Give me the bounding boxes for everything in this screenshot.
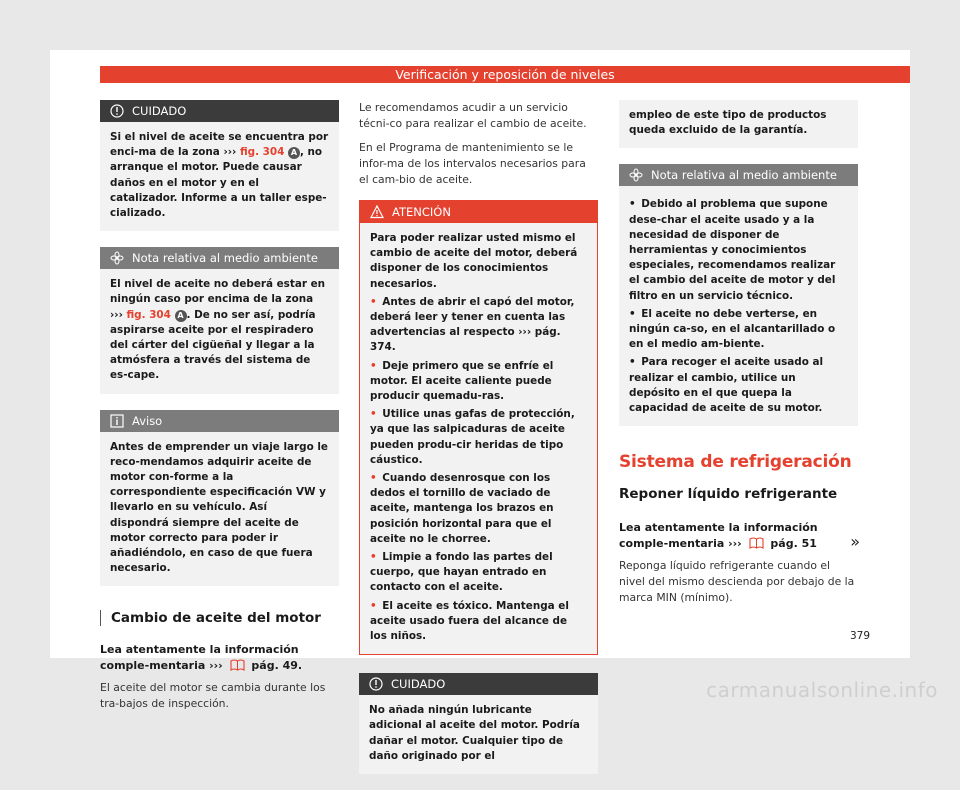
atencion-title: ATENCIÓN [392, 205, 451, 219]
bullet-dot: • [629, 356, 636, 369]
environment-flower-icon [629, 168, 643, 182]
lead-text-main: Lea atentamente la información comple-mentaria [619, 521, 818, 551]
page-ref-link[interactable]: pág. 374 [370, 326, 561, 354]
atencion-intro: Para poder realizar usted mismo el cambio de aceite del motor, deberá disponer de los conocimientos necesarios. [370, 232, 578, 290]
bullet-dot: • [370, 551, 377, 564]
aviso-body: Antes de emprender un viaje largo le reco-mendamos adquirir aceite de motor con-forme a la correspondiente especificación VW y llevarlo en su vehículo. Así dispondrá siempre del aceite de motor correcto para poder ir añadiéndolo, en caso de que fuera necesario. [110, 440, 328, 575]
ambiente-text-b: . De no ser así, podría aspirarse aceite por el respiradero del cárter del cigüeñal y llegar a la atmósfera a través del sistema de es-cape. [110, 308, 316, 382]
ambiente-header [619, 164, 858, 186]
bullet-text: Cuando desenrosque con los dedos el tornillo de vaciado de aceite, mantenga los brazos en posición horizontal para que el aceite no le chorree. [370, 472, 554, 545]
cuidado-title: CUIDADO [391, 677, 446, 692]
info-circle-icon [110, 104, 124, 118]
atencion-header [360, 201, 597, 223]
bullet-text: Debido al problema que supone dese-char el aceite usado y a la necesidad de disponer de herramientas y conocimientos especiales, recomendamos realizar el cambio del aceite de motor y del filtro en un servicio técnico. [629, 198, 836, 302]
cuidado-continued-box [619, 100, 858, 148]
bullet-dot: • [370, 599, 377, 612]
ref-arrows: ››› [209, 659, 223, 673]
column-middle [359, 100, 598, 790]
info-square-icon [110, 414, 124, 428]
ambiente-body [100, 269, 339, 393]
paragraph-inspeccion: El aceite del motor se cambia durante los tra-bajos de inspección. [100, 681, 326, 711]
bullet-text: Utilice unas gafas de protección, ya que las salpicaduras de aceite pueden produ-cir heridas de tipo cáustico. [370, 408, 575, 466]
ref-arrows: ››› [110, 308, 123, 321]
paragraph-refrigerante: Reponga líquido refrigerante cuando el nivel del mismo descienda por debajo de la marca MIN (mínimo). [619, 559, 855, 605]
bullet-text: Antes de abrir el capó del motor, deberá leer y tener en cuenta las advertencias al respecto [370, 295, 575, 339]
bullet-text: Deje primero que se enfríe el motor. El aceite caliente puede producir quemadu-ras. [370, 359, 554, 403]
cuidado-body [100, 122, 339, 231]
ref-arrows: ››› [223, 146, 237, 159]
cuidado-text-a: Si el nivel de aceite se encuentra por enci-ma de la zona [110, 131, 329, 159]
ambiente-header [100, 247, 339, 269]
ambiente-title: Nota relativa al medio ambiente [651, 168, 837, 183]
column-left [100, 100, 339, 720]
ambiente-bullet [629, 355, 848, 416]
atencion-body [360, 223, 597, 654]
cuidado-text-b: , no arranque el motor. Puede causar daños en el motor y en el catalizador. Informe a un taller espe-cializado. [110, 146, 327, 220]
cuidado-title: CUIDADO [132, 104, 187, 118]
cuidado-header [359, 673, 598, 695]
page-header-banner: Verificación y reposición de niveles [100, 66, 910, 83]
atencion-bullet [370, 359, 587, 405]
fig-link[interactable]: fig. 304 [126, 308, 171, 321]
bullet-end: . [391, 341, 396, 354]
section-title-refrigeracion: Sistema de refrigeración [619, 452, 852, 473]
ref-arrows: ››› [518, 326, 532, 339]
bullet-dot: • [370, 408, 377, 421]
ref-arrows: ››› [728, 537, 742, 551]
atencion-bullet [370, 471, 587, 547]
paragraph-programa: En el Programa de mantenimiento se le infor-ma de los intervalos necesarios para el cam-bio de aceite. [359, 141, 586, 186]
ambiente-bullet [629, 307, 848, 353]
bullet-dot: • [370, 472, 377, 485]
column-right [619, 100, 858, 614]
info-circle-icon [369, 677, 383, 691]
lead-text [619, 520, 858, 552]
ambiente-box [100, 247, 339, 393]
page-ref-link[interactable]: pág. 51 [770, 537, 817, 551]
bullet-dot: • [370, 295, 377, 308]
atencion-bullet [370, 295, 587, 356]
bullet-dot: • [629, 307, 636, 320]
subsection-title-refrigerante: Reponer líquido refrigerante [619, 486, 838, 503]
ambiente-body [619, 186, 858, 426]
atencion-box [359, 200, 598, 655]
ambiente-bullet [629, 197, 848, 303]
warning-triangle-icon [370, 205, 384, 219]
cuidado-header [100, 100, 339, 122]
book-icon [230, 659, 245, 671]
figure-marker-a: A [288, 147, 300, 159]
bullet-text: El aceite es tóxico. Mantenga el aceite usado fuera del alcance de los niños. [370, 599, 569, 643]
figure-marker-a: A [175, 310, 187, 322]
aviso-title: Aviso [132, 413, 163, 428]
lead-text [100, 642, 339, 674]
cuidado-box-2 [359, 673, 598, 774]
bullet-text: Limpie a fondo las partes del cuerpo, que hayan entrado en contacto con el aceite. [370, 551, 553, 594]
continue-mark: » [850, 532, 860, 551]
lead-text-main: Lea atentamente la información comple-mentaria [100, 643, 299, 673]
ambiente-box-2 [619, 164, 858, 426]
bullet-dot: • [370, 359, 377, 372]
book-icon [749, 537, 764, 549]
bullet-text: Para recoger el aceite usado al realizar el cambio, utilice un depósito en el que quepa la capacidad de aceite de su motor. [629, 356, 824, 415]
section-title-cambio-aceite: Cambio de aceite del motor [100, 610, 339, 626]
environment-flower-icon [110, 251, 124, 265]
atencion-bullet [370, 599, 587, 645]
cuidado-box [100, 100, 339, 231]
aviso-box [100, 410, 339, 587]
watermark: carmanualsonline.info [706, 678, 938, 702]
ambiente-text-a: El nivel de aceite no deberá estar en ningún caso por encima de la zona [110, 278, 326, 306]
lead-end: . [297, 659, 303, 673]
atencion-bullet [370, 550, 587, 596]
page-ref-link[interactable]: pág. 49 [251, 659, 298, 673]
ambiente-title: Nota relativa al medio ambiente [132, 251, 318, 266]
cuidado-continued-body: empleo de este tipo de productos queda excluido de la garantía. [629, 109, 827, 137]
bullet-text: El aceite no debe verterse, en ningún ca-so, en el alcantarillado o en el medio am-biente. [629, 307, 836, 351]
fig-link[interactable]: fig. 304 [239, 146, 285, 159]
paragraph-servicio: Le recomendamos acudir a un servicio técni-co para realizar el cambio de aceite. [359, 101, 587, 130]
aviso-header [100, 410, 339, 432]
cuidado-body: No añada ningún lubricante adicional al aceite del motor. Podría dañar el motor. Cualquier tipo de daño originado por el [369, 704, 580, 762]
bullet-dot: • [629, 198, 636, 211]
page-number: 379 [849, 630, 870, 642]
atencion-bullet [370, 407, 587, 468]
